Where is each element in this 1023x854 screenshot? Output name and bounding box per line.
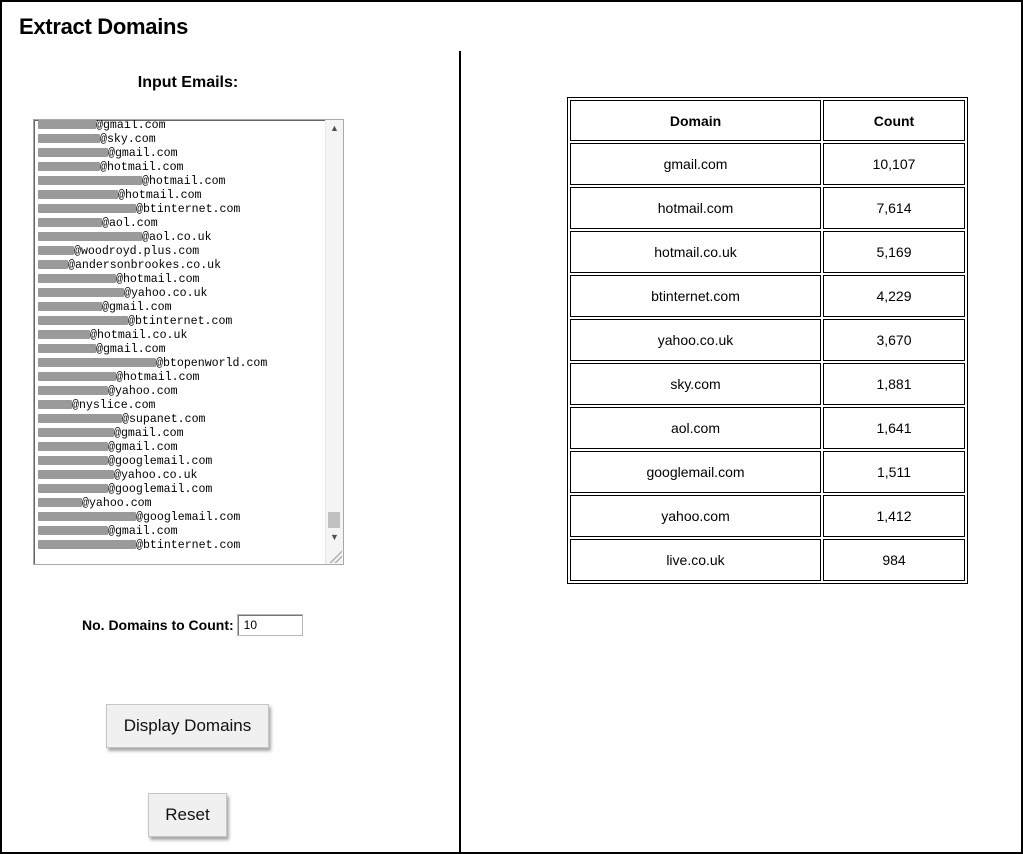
panel-divider: [459, 51, 461, 854]
email-line: [38, 217, 323, 231]
redacted-username: [38, 204, 136, 213]
email-line: [38, 511, 323, 525]
email-domain: @nyslice.com: [72, 399, 156, 412]
email-domain: @yahoo.co.uk: [124, 287, 208, 300]
redacted-username: [38, 344, 96, 353]
redacted-username: [38, 176, 142, 185]
email-line: [38, 231, 323, 245]
textarea-scrollbar[interactable]: [325, 120, 343, 564]
domain-count-row: [82, 613, 303, 637]
input-emails-label: Input Emails:: [137, 74, 239, 91]
redacted-username: [38, 260, 68, 269]
domain-cell: aol.com: [570, 407, 821, 449]
email-line: [38, 371, 323, 385]
redacted-username: [38, 470, 114, 479]
count-cell: 1,511: [823, 451, 965, 493]
redacted-username: [38, 330, 90, 339]
email-line: [38, 483, 323, 497]
email-domain: @gmail.com: [96, 119, 166, 132]
email-line: [38, 147, 323, 161]
email-domain: @btinternet.com: [136, 203, 241, 216]
scroll-thumb[interactable]: [328, 512, 340, 528]
redacted-username: [38, 358, 156, 367]
redacted-username: [38, 120, 96, 129]
email-line: [38, 161, 323, 175]
redacted-username: [38, 386, 108, 395]
redacted-username: [38, 498, 82, 507]
email-line: [38, 175, 323, 189]
email-line: [38, 399, 323, 413]
table-row: [570, 187, 965, 229]
table-row: [570, 231, 965, 273]
email-line: [38, 357, 323, 371]
redacted-username: [38, 414, 122, 423]
redacted-username: [38, 134, 100, 143]
table-row: [570, 495, 965, 537]
email-line: [38, 189, 323, 203]
email-line: [38, 245, 323, 259]
redacted-username: [38, 484, 108, 493]
email-line: [38, 455, 323, 469]
count-cell: 10,107: [823, 143, 965, 185]
email-domain: @aol.com: [102, 217, 158, 230]
domain-cell: sky.com: [570, 363, 821, 405]
email-line: [38, 259, 323, 273]
domain-cell: yahoo.com: [570, 495, 821, 537]
table-row: [570, 275, 965, 317]
redacted-username: [38, 512, 136, 521]
email-domain: @supanet.com: [122, 413, 206, 426]
email-domain: @gmail.com: [108, 147, 178, 160]
email-line: [38, 385, 323, 399]
email-domain: @aol.co.uk: [142, 231, 212, 244]
email-line: [38, 133, 323, 147]
count-cell: 1,641: [823, 407, 965, 449]
email-domain: @yahoo.com: [108, 385, 178, 398]
email-line: [38, 525, 323, 539]
redacted-username: [38, 232, 142, 241]
email-domain: @hotmail.com: [142, 175, 226, 188]
domain-cell: gmail.com: [570, 143, 821, 185]
redacted-username: [38, 400, 72, 409]
email-domain: @gmail.com: [102, 301, 172, 314]
email-domain: @gmail.com: [96, 343, 166, 356]
email-line: [38, 203, 323, 217]
domain-column-header: Domain: [570, 100, 821, 141]
redacted-username: [38, 372, 116, 381]
redacted-username: [38, 316, 128, 325]
redacted-username: [38, 218, 102, 227]
count-cell: 3,670: [823, 319, 965, 361]
redacted-username: [38, 302, 102, 311]
table-row: [570, 363, 965, 405]
redacted-username: [38, 526, 108, 535]
domain-cell: live.co.uk: [570, 539, 821, 581]
count-cell: 4,229: [823, 275, 965, 317]
email-line: [38, 315, 323, 329]
redacted-username: [38, 442, 108, 451]
email-list: [38, 119, 323, 553]
redacted-username: [38, 148, 108, 157]
email-domain: @andersonbrookes.co.uk: [68, 259, 222, 272]
table-row: [570, 407, 965, 449]
domain-cell: yahoo.co.uk: [570, 319, 821, 361]
email-line: [38, 119, 323, 133]
redacted-username: [38, 456, 108, 465]
table-row: [570, 451, 965, 493]
email-domain: @gmail.com: [108, 525, 178, 538]
email-line: [38, 413, 323, 427]
table-row: [570, 539, 965, 581]
email-domain: @hotmail.com: [100, 161, 184, 174]
domain-results-table: [567, 97, 968, 584]
email-line: [38, 441, 323, 455]
table-row: [570, 143, 965, 185]
redacted-username: [38, 288, 124, 297]
email-line: [38, 427, 323, 441]
count-cell: 5,169: [823, 231, 965, 273]
email-domain: @woodroyd.plus.com: [74, 245, 200, 258]
domain-cell: hotmail.co.uk: [570, 231, 821, 273]
email-domain: @hotmail.com: [118, 189, 202, 202]
redacted-username: [38, 274, 116, 283]
email-line: [38, 301, 323, 315]
email-domain: @sky.com: [100, 133, 156, 146]
email-domain: @googlemail.com: [108, 455, 213, 468]
email-line: [38, 469, 323, 483]
email-line: [38, 539, 323, 553]
table-row: [570, 319, 965, 361]
email-line: [38, 497, 323, 511]
domain-cell: btinternet.com: [570, 275, 821, 317]
redacted-username: [38, 190, 118, 199]
resize-grip-icon[interactable]: [328, 549, 342, 563]
email-line: [38, 287, 323, 301]
email-domain: @gmail.com: [108, 441, 178, 454]
redacted-username: [38, 540, 136, 549]
email-domain: @googlemail.com: [136, 511, 241, 524]
domain-cell: hotmail.com: [570, 187, 821, 229]
email-domain: @yahoo.co.uk: [114, 469, 198, 482]
email-domain: @yahoo.com: [82, 497, 152, 510]
redacted-username: [38, 246, 74, 255]
page-title: Extract Domains: [19, 14, 189, 39]
count-cell: 1,881: [823, 363, 965, 405]
count-column-header: Count: [823, 100, 965, 141]
email-line: [38, 273, 323, 287]
email-domain: @hotmail.co.uk: [90, 329, 188, 342]
email-line: [38, 329, 323, 343]
count-cell: 7,614: [823, 187, 965, 229]
email-domain: @hotmail.com: [116, 371, 200, 384]
reset-button[interactable]: Reset: [148, 793, 227, 837]
domain-cell: googlemail.com: [570, 451, 821, 493]
table-body: [570, 143, 965, 581]
email-domain: @hotmail.com: [116, 273, 200, 286]
scroll-up-icon[interactable]: ▲: [330, 123, 339, 133]
email-domain: @gmail.com: [114, 427, 184, 440]
email-domain: @googlemail.com: [108, 483, 213, 496]
count-cell: 984: [823, 539, 965, 581]
domain-count-label: No. Domains to Count:: [82, 617, 234, 633]
email-domain: @btinternet.com: [128, 315, 233, 328]
domain-count-input[interactable]: [237, 614, 303, 636]
scroll-down-icon[interactable]: ▼: [330, 532, 339, 542]
redacted-username: [38, 162, 100, 171]
table-header-row: [570, 100, 965, 141]
redacted-username: [38, 428, 114, 437]
email-line: [38, 343, 323, 357]
display-domains-button[interactable]: Display Domains: [106, 704, 269, 748]
email-domain: @btopenworld.com: [156, 357, 268, 370]
emails-textarea[interactable]: [33, 119, 344, 565]
email-domain: @btinternet.com: [136, 539, 241, 552]
count-cell: 1,412: [823, 495, 965, 537]
